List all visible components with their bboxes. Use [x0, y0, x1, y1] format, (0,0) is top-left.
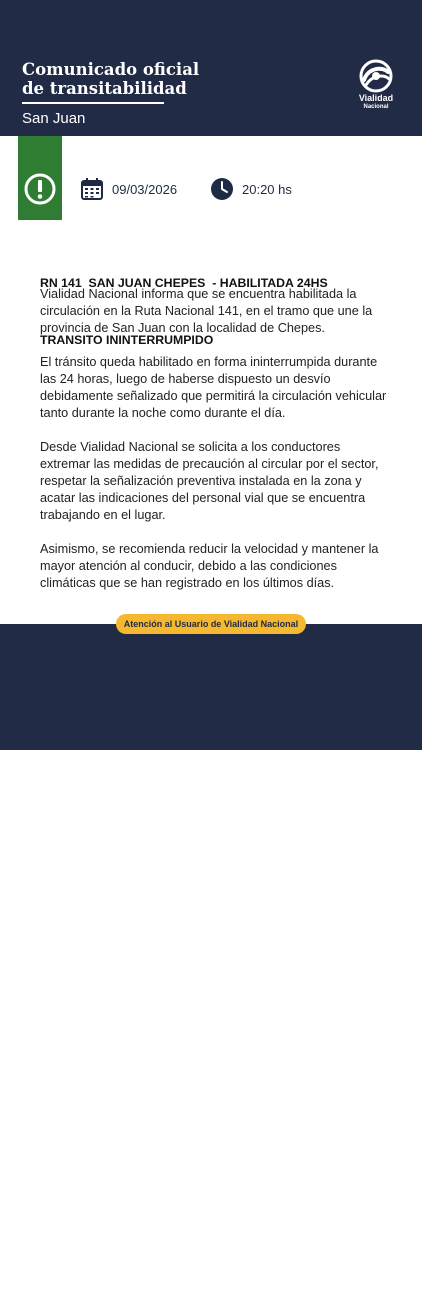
title-line-2: de transitabilidad	[22, 79, 187, 98]
routes-note-prefix: Consultá el estado de rutas en:	[105, 1305, 198, 1312]
alert-tab	[18, 136, 62, 220]
headline-line-2: TRANSITO ININTERRUMPIDO	[40, 333, 214, 347]
user-service-pill: Atención al Usuario de Vialidad Nacional	[116, 614, 306, 634]
headline-line-1: RN 141 SAN JUAN CHEPES - HABILITADA 24HS	[40, 276, 328, 290]
email-address[interactable]: atencionalusuario@vialidad.gob.ar	[258, 1278, 381, 1288]
page-title	[22, 60, 199, 98]
date-value: 09/03/2026	[112, 181, 178, 197]
communique-body	[40, 286, 390, 609]
phone-number-2[interactable]: 0800-333-0073	[68, 1283, 130, 1293]
logo-mark-icon	[348, 58, 404, 94]
paragraph-4: Asimismo, se recomienda reducir la velocidad y mantener la mayor atención al conducir, debido a las condiciones climáticas que se han registrado en los últimos días.	[40, 542, 379, 590]
phone-icon	[40, 1272, 62, 1294]
phone-number-1[interactable]: 0800-222-6272	[68, 1273, 130, 1283]
footer-phones	[40, 1272, 129, 1294]
paragraph-1: Vialidad Nacional informa que se encuentra habilitada la circulación en la Ruta Nacional 141, en el tramo que une la provincia de San Juan con la localidad de Chepes.	[40, 287, 373, 335]
footer-email[interactable]	[232, 1272, 381, 1294]
email-icon	[232, 1272, 254, 1294]
calendar-icon	[80, 177, 104, 201]
logo-text-nacional: Nacional	[363, 104, 389, 110]
paragraph-2: El tránsito queda habilitado en forma ininterrumpida durante las 24 horas, luego de haberse dispuesto un desvío debidamente señalizado que permitirá la circulación vehicular tanto durante la noche como durante el día.	[40, 355, 387, 420]
clock-icon	[210, 177, 234, 201]
hours-line-2: de 09:00 a 17:00 hs.	[146, 1284, 224, 1294]
footer	[0, 624, 422, 1312]
time-value: 20:20 hs	[242, 181, 292, 197]
title-line-1: Comunicado oficial	[22, 60, 200, 79]
alert-icon	[23, 172, 57, 206]
province-subtitle: San Juan	[22, 110, 86, 127]
vialidad-logo	[348, 58, 404, 116]
paragraph-3: Desde Vialidad Nacional se solicita a los conductores extremar las medidas de precaución al circular por el sector, respetar la señalización preventiva instalada en la zona y acatar las indicaciones del personal vial que se encuentra trabajando en el lugar.	[40, 440, 379, 522]
hours-line-1: Lunes a viernes	[146, 1274, 207, 1284]
routes-note	[96, 1301, 326, 1315]
header	[0, 0, 422, 136]
footer-hours	[146, 1274, 224, 1294]
routes-url-link[interactable]: www.argentina.gob.ar/rutasnacionales	[197, 1305, 317, 1312]
footer-divider	[138, 1272, 139, 1296]
logo-text-vialidad: Vialidad	[358, 93, 394, 103]
date-row	[80, 174, 177, 204]
title-underline	[22, 102, 164, 104]
time-row	[210, 174, 292, 204]
